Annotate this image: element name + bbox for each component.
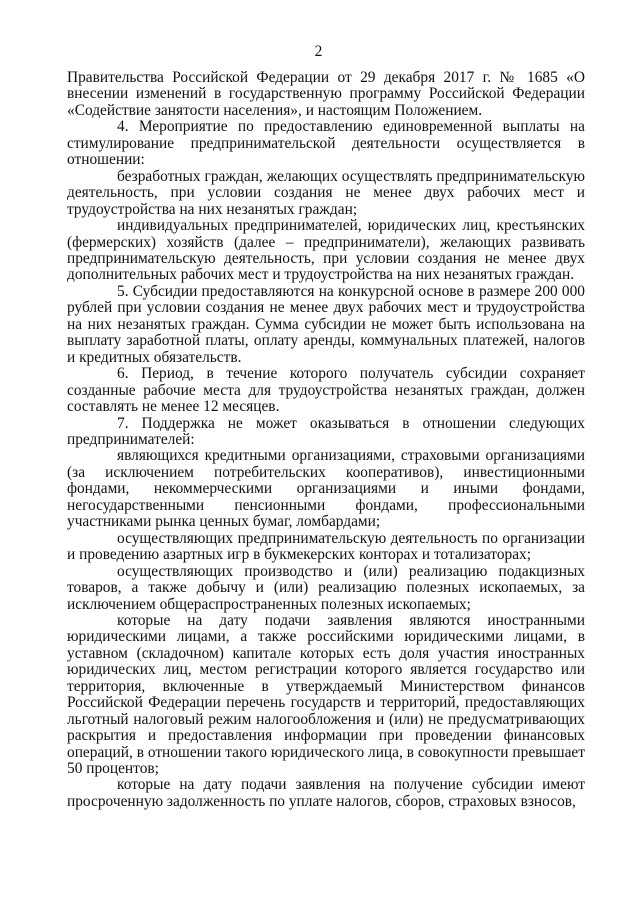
paragraph: 7. Поддержка не может оказываться в отношении следующих предпринимателей: (67, 414, 585, 448)
paragraph: Правительства Российской Федерации от 29 декабря 2017 г. № 1685 «О внесении изменений в государственную программу Российской Федерации «Содействие занятости населения», и настоящим Положением. (67, 69, 585, 119)
paragraph: 6. Период, в течение которого получатель субсидии сохраняет созданные рабочие места для трудоустройства незанятых граждан, должен составлять не менее 12 месяцев. (67, 365, 585, 416)
page-number: 2 (314, 43, 323, 60)
paragraph: являющихся кредитными организациями, страховыми организациями (за исключением потребительских кооперативов), инвестиционными фондами, некоммерческими организациями и иными фондами, негосударственными пенсионными фондами, профессиональными участниками рынка ценных бумаг, ломбардами; (67, 447, 585, 531)
paragraph: осуществляющих производство и (или) реализацию подакцизных товаров, а также добычу и (или) реализацию полезных ископаемых, за исключением общераспространенных полезных ископаемых; (67, 562, 585, 613)
paragraph: которые на дату подачи заявления являются иностранными юридическими лицами, а также российскими юридическими лицами, в уставном (складочном) капитале которых есть доля участия иностранных юридических лиц, местом регистрации которого является государство или территория, включенные в утверждаемый Министерством финансов Российской Федерации перечень государств и территорий, предоставляющих льготный налоговый режим налогообложения и (или) не предусматривающих раскрытия и предоставления информации при проведении финансовых операций, в отношении такого юридического лица, в совокупности превышает 50 процентов; (67, 611, 585, 778)
paragraph: 4. Мероприятие по предоставлению единовременной выплаты на стимулирование предпринимательской деятельности осуществляется в отношении: (67, 118, 585, 169)
paragraph: которые на дату подачи заявления на получение субсидии имеют просроченную задолженность по уплате налогов, сборов, страховых взносов, (67, 776, 585, 810)
paragraph: индивидуальных предпринимателей, юридических лиц, крестьянских (фермерских) хозяйств (далее – предприниматели), желающих развивать предпринимательскую деятельность, при условии создания не менее двух дополнительных рабочих мест и трудоустройства на них незанятых граждан. (67, 217, 585, 284)
paragraph: безработных граждан, желающих осуществлять предпринимательскую деятельность, при условии создания не менее двух рабочих мест и трудоустройства на них незанятых граждан; (67, 167, 585, 218)
paragraph: осуществляющих предпринимательскую деятельность по организации и проведению азартных игр в букмекерских конторах и тотализаторах; (67, 529, 585, 564)
paragraph: 5. Субсидии предоставляются на конкурсной основе в размере 200 000 рублей при условии создания не менее двух рабочих мест и трудоустройства на них незанятых граждан. Сумма субсидии не может быть использована на выплату заработной платы, оплату аренды, коммунальных платежей, налогов и кредитных обязательств. (67, 282, 585, 366)
document-body (67, 70, 585, 810)
